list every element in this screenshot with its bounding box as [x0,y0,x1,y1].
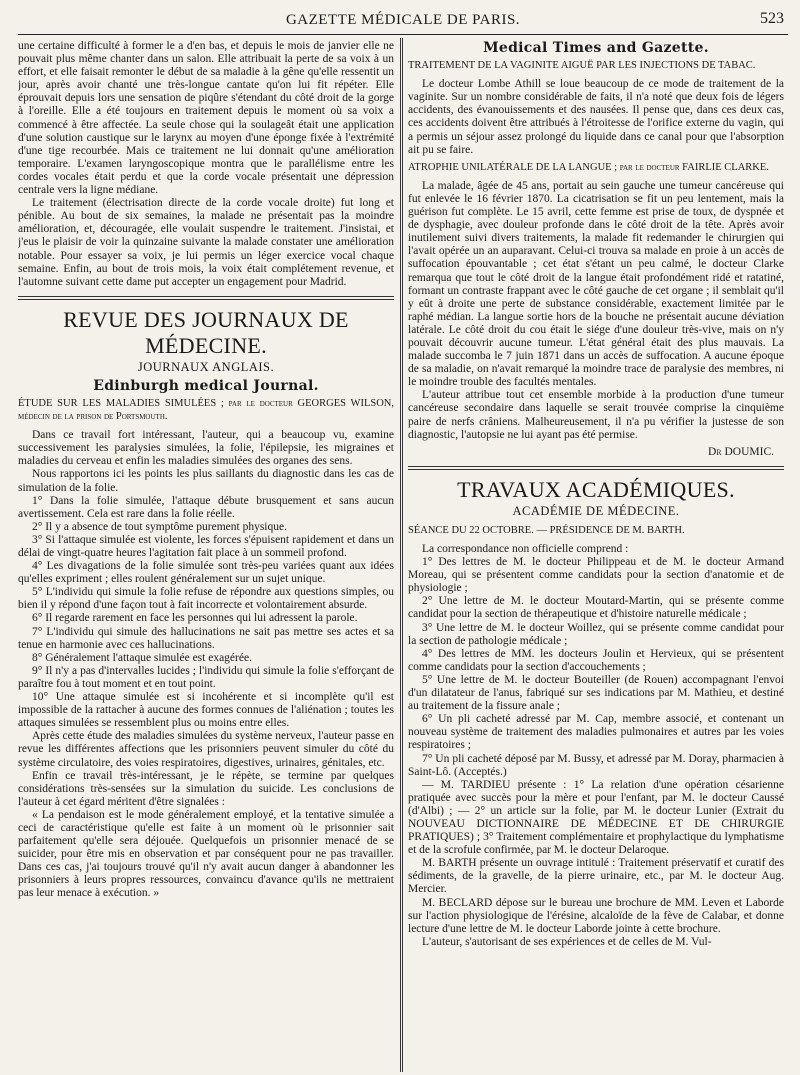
article-heading: ATROPHIE UNILATÉRALE DE LA LANGUE ; par le docteur FAIRLIE CLARKE. [408,161,769,173]
paragraph: Dans ce travail fort intéressant, l'auteur, qui a beaucoup vu, examine successivement les paralysies simulées, la folie, l'épilepsie, les migraines et maladies du cerveau et enfin les maladies simulées des organes des sens. [18,429,394,468]
list-item: 4° Les divagations de la folie simulée sont très-peu variées quant aux idées qu'elles expriment ; elles roulent généralement sur un sujet unique. [18,560,394,586]
list-item: 6° Un pli cacheté adressé par M. Cap, membre associé, et contenant un nouveau système de traitement des maladies pulmonaires et autres par les voies respiratoires ; [408,713,784,752]
paragraph: — M. TARDIEU présente : 1° La relation d'une opération césarienne pratiquée avec succès pour la mère et pour l'enfant, par M. le docteur Caussé (d'Albi) ; — 2° un article sur la folie, par M. le docteur Lunier (Extrait du NOUVEAU DICTIONNAIRE DE MÉDECINE ET DE CHIRURGIE PRATIQUES) ; 3° Traitement complémentaire et prophylactique du lymphatisme et de la scrofule confirmée, par M. le docteur Delaroque. [408,778,784,857]
article-heading: TRAITEMENT DE LA VAGINITE AIGUË PAR LES INJECTIONS DE TABAC. [408,60,756,72]
paragraph: Après cette étude des maladies simulées du système nerveux, l'auteur passe en revue les différentes affections que les prisonniers peuvent simuler du côté du système circulatoire, des voies respiratoires, digestives, urinaires, génitales, etc. [18,730,394,769]
list-item: 1° Des lettres de M. le docteur Philippeau et de M. le docteur Armand Moreau, qui se présentent comme candidats pour la section d'anatomie et de physiologie ; [408,556,784,595]
list-item: 7° L'individu qui simule des hallucinations ne sait pas mettre ses actes et sa tenue en harmonie avec ces hallucinations. [18,625,394,651]
journal-title: GAZETTE MÉDICALE DE PARIS. [285,12,521,28]
section-rule [408,466,784,470]
article-heading: ÉTUDE SUR LES MALADIES SIMULÉES ; par le docteur GEORGES WILSON, médecin de la prison de Portsmouth. [18,397,394,423]
list-item: 6° Il regarde rarement en face les personnes qui lui adressent la parole. [32,612,358,625]
journal-name: Edinburgh medical Journal. [93,377,319,394]
list-item: 5° L'individu qui simule la folie refuse de répondre aux questions simples, ou bien il y répond d'une façon tout à fait incorrecte et volontairement absurde. [18,586,394,612]
paragraph: L'auteur, s'autorisant de ses expériences et de celles de M. Vul- [422,935,712,948]
journal-name: Medical Times and Gazette. [483,40,709,56]
paragraph: une certaine difficulté à former le a d'en bas, et depuis le mois de janvier elle ne pouvait plus même chanter dans un salon. Elle attribuait la perte de sa voix à un effort, et elle faisait remonter le début de sa maladie à la gêne qu'elle ressentit un jour, après avoir chanté une très-longue cantate qu'on lui fit répéter. Elle éprouvait depuis lors une sensation de piqûre s'étendant du côté droit de la gorge à l'oreille. Elle a été toujours en traitement depuis le moment où sa voix a commencé à être affectée. La seule chose qui la soulageât était une application d'une solution caustique sur le larynx au moyen d'une éponge fixée à l'extrémité d'une tige recourbée. Mais ce traitement ne lui donnait qu'une amélioration temporaire. L'examen laryngoscopique montra que le parallélisme entre les cordes vocales était perdu et que la corde vocale présentait une dépression centrale vers la ligne médiane. [18,40,394,197]
list-item: 7° Un pli cacheté déposé par M. Bussy, et adressé par M. Doray, pharmacien à Saint-Lô. (Acceptés.) [408,752,784,778]
paragraph: La correspondance non officielle comprend : [422,543,629,555]
page-header [18,8,788,35]
list-item: 3° Une lettre de M. le docteur Woillez, qui se présente comme candidat pour la section de pathologie médicale ; [408,621,784,647]
paragraph: M. BECLARD dépose sur le bureau une brochure de MM. Leven et Laborde sur l'action physiologique de l'érésine, alcaloïde de la fève de Calabar, et donne lecture d'une lettre de M. le docteur Laborde jointe à cette brochure. [408,896,784,935]
section-title: TRAVAUX ACADÉMIQUES. [457,476,735,502]
page-number: 523 [760,10,784,27]
list-item: 5° Une lettre de M. le docteur Bouteiller (de Rouen) accompagnant l'envoi d'un dilatateur de l'anus, fabriqué sur ses indications par M. Mathieu, et destiné au traitement de la fissure anale ; [408,673,784,713]
column-divider [400,38,403,1072]
paragraph: L'auteur attribue tout cet ensemble morbide à la production d'une tumeur cancéreuse secondaire dans laquelle se serait trouvée comprise la cinquième paire de nerfs crâniens. Malheureusement, il n'a pu vérifier la justesse de son diagnostic, l'autopsie ne lui ayant pas été permise. [408,389,784,441]
paragraph: Nous rapportons ici les points les plus saillants du diagnostic dans les cas de simulation de la folie. [18,468,394,494]
list-item: 2° Une lettre de M. le docteur Moutard-Martin, qui se présente comme candidat pour la section de thérapeutique et d'histoire naturelle médicale ; [408,595,784,621]
signature: Dr DOUMIC. [707,445,774,458]
list-item: 1° Dans la folie simulée, l'attaque débute brusquement et sans aucun avertissement. Cela est rare dans la folie réelle. [18,494,394,520]
paragraph: Enfin ce travail très-intéressant, je le répète, se termine par quelques considérations très-sensées sur la simulation du suicide. Les conclusions de l'auteur à cet égard méritent d'être signalées : [18,769,394,808]
list-item: 10° Une attaque simulée est si incohérente et si incomplète qu'il est impossible de la rattacher à aucune des formes connues de l'aliénation ; toutes les attaques simulées se ressemblent plus ou moins entre elles. [18,691,394,730]
section-subtitle: JOURNAUX ANGLAIS. [137,359,275,374]
list-item: 3° Si l'attaque simulée est violente, les forces s'épuisent rapidement et dans un délai de vingt-quatre heures l'agitation fait place à un sommeil profond. [18,533,394,559]
section-rule [18,296,394,300]
list-item: 8° Généralement l'attaque simulée est exagérée. [32,651,252,664]
right-column [408,40,784,1072]
left-column [18,40,394,1072]
quote-paragraph: « La pendaison est le mode généralement employé, et la tentative simulée a ceci de caractéristique qu'elle est faite à un moment où le prisonnier sait parfaitement qu'elle sera déjouée. Quelquefois un prisonnier menacé de se suicider, pour être mis en observation et par conséquent pour ne pas travailler. Dans ces cas, j'ai toujours trouvé qu'il n'y avait aucun danger à abandonner les prisonniers à leurs propres ressources, convaincu d'avance qu'ils ne mettraient pas leur menace à exécution. » [18,808,394,900]
section-title: REVUE DES JOURNAUX DE MÉDECINE. [63,306,349,358]
list-item: 4° Des lettres de MM. les docteurs Joulin et Hervieux, qui se présentent comme candidats pour la section d'accouchements ; [408,647,784,673]
list-item: 2° Il y a absence de tout symptôme purement physique. [32,520,287,533]
paragraph: La malade, âgée de 45 ans, portait au sein gauche une tumeur cancéreuse qui fut enlevée le 16 février 1870. La cicatrisation se fit un peu lentement, mais la guérison fut complète. Le 15 avril, cette femme est prise de toux, de dyspnée et de dysphagie, avec douleur profonde dans le côté droit de la tête. Après avoir inutilement suivi divers traitements, la malade fit redemander le chirurgien qui l'avait opérée un an auparavant. Celui-ci trouva sa malade en proie à un accès de suffocation épouvantable ; cet état s'étant un peu calmé, le docteur Clarke remarqua que tout le côté droit de la langue était profondément ridé et ratatiné, formant un contraste frappant avec le côté gauche de cet organe ; il semblait qu'il y eût à droite une perte de substance considérable, exactement limitée par le raphé médian. La langue sortie hors de la bouche ne présentait aucune déviation latérale. Le côté droit du cou était le siége d'une douleur très-vive, mais on n'y pouvait découvrir aucune tumeur. L'état général était des plus mauvais. La malade succomba le 7 juin 1871 dans un accès de suffocation. A aucune époque de sa maladie, on n'avait remarqué la moindre trace de paralysie des membres, ni le moindre trouble des facultés mentales. [408,179,784,389]
list-item: 9° Il n'y a pas d'intervalles lucides ; l'individu qui simule la folie s'efforçant de paraître fou à tout moment et en tout point. [18,664,394,690]
paragraph: M. BARTH présente un ouvrage intitulé : Traitement préservatif et curatif des sédiments, de la gravelle, de la pierre urinaire, etc., par M. le docteur Aug. Mercier. [408,857,784,896]
paragraph: Le docteur Lombe Athill se loue beaucoup de ce mode de traitement de la vaginite. Sur un nombre considérable de faits, il n'a noté que deux fois de légers accidents, des évanouissements et des nausées. Il pense que, dans ces deux cas, ces accidents doivent être attribués à l'étroitesse de l'orifice externe du vagin, qui a permis un séjour assez prolongé du liquide dans ce canal pour que l'absorption ait pu se faire. [408,78,784,156]
paragraph: Le traitement (électrisation directe de la corde vocale droite) fut long et pénible. Au bout de six semaines, la malade ne présentait pas la moindre amélioration, et, découragée, elle voulait suspendre le traitement. J'insistai, et j'eus le plaisir de voir la quinzaine suivante la malade constater une amélioration notable. Pour essayer sa voix, je lui permis un léger exercice vocal chaque semaine. Enfin, au bout de trois mois, la voix était complétement revenue, et l'automne suivant cette dame put accepter un engagement pour Madrid. [18,197,394,288]
section-subtitle: ACADÉMIE DE MÉDECINE. [512,503,680,518]
session-heading: SÉANCE DU 22 OCTOBRE. — PRÉSIDENCE DE M. BARTH. [408,524,685,536]
